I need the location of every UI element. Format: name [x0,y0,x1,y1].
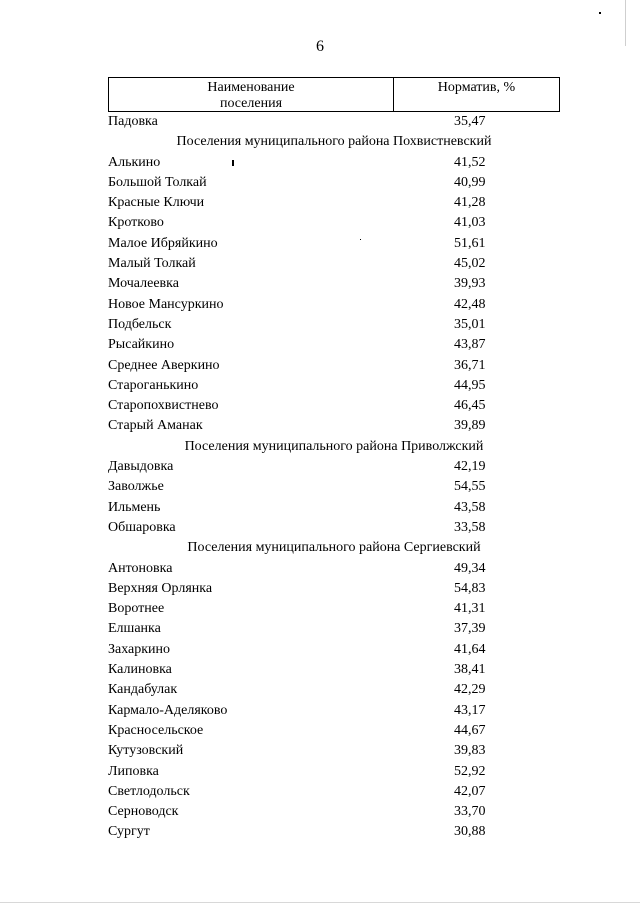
table-row [108,234,560,254]
normative-value: 35,01 [454,316,486,332]
normative-value: 38,41 [454,662,486,678]
table-row [108,213,560,233]
normative-value: 39,89 [454,418,486,434]
settlement-name: Светлодольск [108,783,190,799]
normative-value: 42,48 [454,296,486,312]
table-row [108,701,560,721]
scan-speck [599,12,601,14]
settlement-name: Елшанка [108,621,161,637]
settlement-name: Мочалеевка [108,276,179,292]
normative-value: 41,31 [454,601,486,617]
table-row [108,640,560,660]
settlement-name: Кротково [108,215,164,231]
settlement-name: Красные Ключи [108,195,205,211]
table-row [108,274,560,294]
normative-value: 42,29 [454,682,486,698]
normative-value: 42,07 [454,783,486,799]
table-header [108,77,560,112]
settlement-name: Малый Толкай [108,256,196,272]
page-number: 6 [316,38,324,55]
normative-value: 40,99 [454,174,486,190]
normative-value: 43,87 [454,337,486,353]
normative-value: 54,83 [454,580,486,596]
table-row [108,335,560,355]
settlement-name: Давыдовка [108,459,174,475]
normative-value: 41,28 [454,195,486,211]
settlement-name: Липовка [108,763,159,779]
table-row [108,762,560,782]
settlement-name: Калиновка [108,662,172,678]
settlement-name: Малое Ибряйкино [108,235,218,251]
normative-value: 36,71 [454,357,486,373]
normative-value: 43,58 [454,499,486,515]
normative-value: 33,70 [454,804,486,820]
settlement-name: Кандабулак [108,682,178,698]
normative-value: 44,67 [454,722,486,738]
normative-value: 45,02 [454,256,486,272]
settlement-name: Среднее Аверкино [108,357,220,373]
normative-value: 49,34 [454,560,486,576]
settlement-name: Верхняя Орлянка [108,580,213,596]
normative-value: 33,58 [454,519,486,535]
normative-value: 46,45 [454,398,486,414]
settlement-name: Серноводск [108,804,179,820]
table-row [108,457,560,477]
normative-value: 51,61 [454,235,486,251]
group-title: Поселения муниципального района Сергиевский [187,540,481,556]
settlement-name: Старый Аманак [108,418,203,434]
table-row [108,599,560,619]
table-row [108,295,560,315]
table-row [108,822,560,842]
table-row [108,680,560,700]
table-row [108,376,560,396]
normative-value: 41,03 [454,215,486,231]
table-row [108,254,560,274]
settlement-name: Заволжье [108,479,164,495]
scan-speck [360,239,361,240]
normative-value: 44,95 [454,377,486,393]
table-row [108,112,560,132]
table-row [108,619,560,639]
normative-value: 30,88 [454,824,486,840]
settlement-name: Подбельск [108,316,172,332]
normative-value: 37,39 [454,621,486,637]
normative-value: 41,64 [454,641,486,657]
table-row [108,498,560,518]
table-row [108,559,560,579]
normative-value: 35,47 [454,114,486,129]
group-title: Поселения муниципального района Приволжский [184,438,484,454]
normative-value: 39,83 [454,743,486,759]
group-title: Поселения муниципального района Похвистневский [176,134,492,150]
settlement-name: Захаркино [108,641,171,657]
settlement-name: Воротнее [108,601,165,617]
settlement-name: Новое Мансуркино [108,296,224,312]
table-row [108,518,560,538]
table-row [108,356,560,376]
settlement-name: Ильмень [108,499,161,515]
normative-value: 39,93 [454,276,486,292]
normative-value: 52,92 [454,763,486,779]
settlement-name: Рысайкино [108,337,175,353]
settlement-name: Обшаровка [108,519,176,535]
table-row [108,782,560,802]
normative-value: 54,55 [454,479,486,495]
settlement-name: Староганькино [108,377,199,393]
settlement-name: Красносельское [108,722,204,738]
settlement-name: Кармало-Аделяково [108,702,228,718]
header-name-line1: Наименование [207,80,295,95]
table-row [108,153,560,173]
scan-speck [232,160,234,166]
normative-table [108,77,560,843]
normative-value: 43,17 [454,702,486,718]
table-row [108,193,560,213]
table-row [108,579,560,599]
normative-value: 42,19 [454,459,486,475]
settlement-name: Антоновка [108,560,173,576]
settlement-name: Сургут [108,824,150,840]
normative-value: 41,52 [454,154,486,170]
table-row [108,477,560,497]
table-row [108,315,560,335]
scan-bottom-edge [0,902,640,903]
header-settlement-name [109,78,394,111]
settlement-name: Кутузовский [108,743,184,759]
settlement-name: Падовка [108,114,158,129]
header-name-line2: поселения [219,96,283,111]
table-row [108,173,560,193]
header-normative: Норматив, % [437,80,516,95]
table-row [108,741,560,761]
settlement-name: Алькино [108,154,161,170]
table-row [108,416,560,436]
table-row [108,721,560,741]
table-body [108,112,560,843]
table-row [108,396,560,416]
table-row [108,802,560,822]
settlement-name: Большой Толкай [108,174,207,190]
table-row [108,660,560,680]
settlement-name: Старопохвистнево [108,398,219,414]
